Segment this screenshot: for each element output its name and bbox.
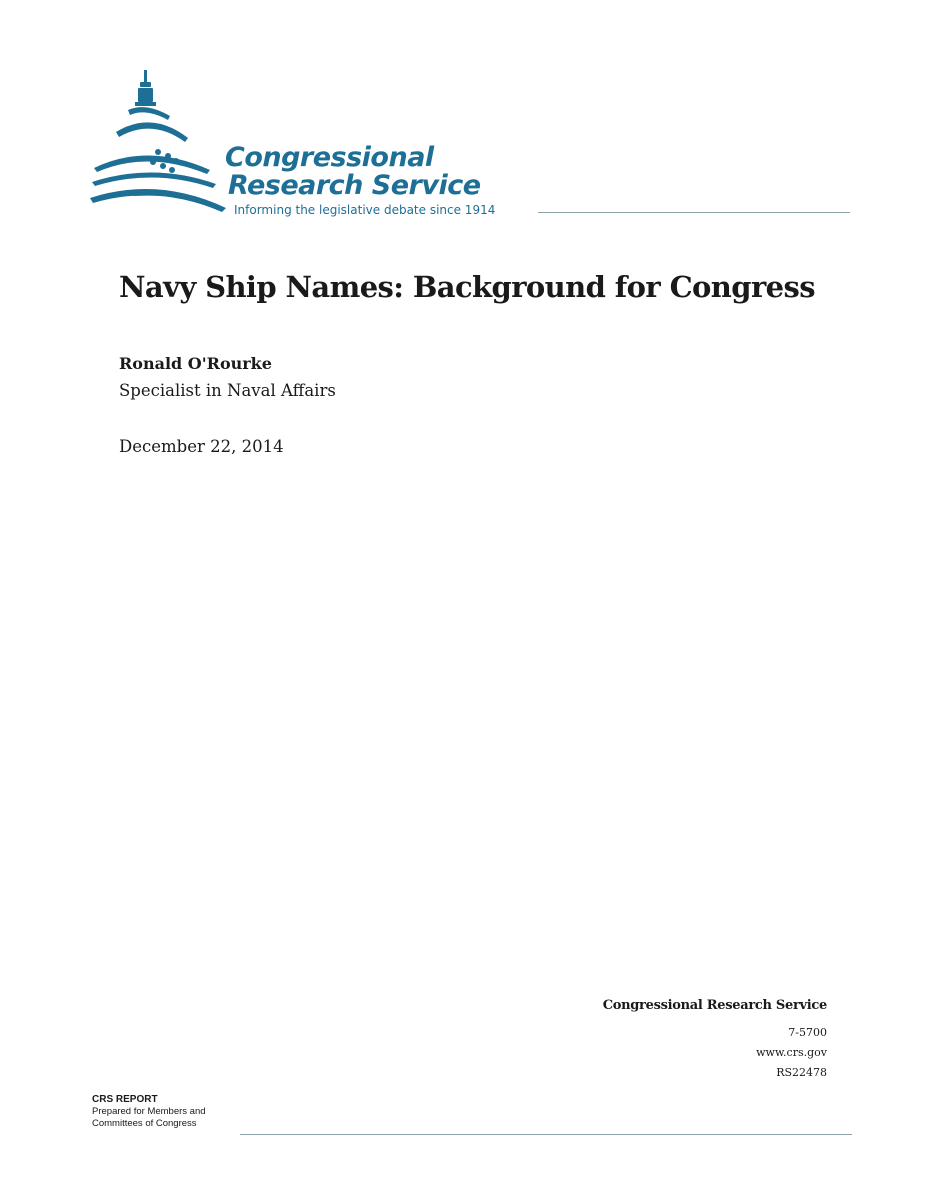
publisher-phone: 7-5700 [788, 1026, 827, 1039]
capitol-dome-logo-icon [88, 66, 233, 218]
author-name: Ronald O'Rourke [119, 354, 272, 373]
footer-crs-report [92, 1094, 206, 1130]
footer-divider [240, 1134, 852, 1135]
report-title: Navy Ship Names: Background for Congress [119, 270, 815, 304]
report-number: RS22478 [776, 1066, 827, 1079]
footer-line2: Committees of Congress [92, 1118, 197, 1129]
brand-tagline: Informing the legislative debate since 1914 [234, 203, 496, 217]
footer-label: CRS REPORT [92, 1094, 158, 1105]
publisher-website: www.crs.gov [756, 1046, 827, 1059]
brand-name-line2: Research Service [228, 170, 481, 201]
footer-line1: Prepared for Members and [92, 1106, 206, 1117]
author-title: Specialist in Naval Affairs [119, 381, 336, 400]
publisher-block [603, 998, 827, 1083]
brand-name-line1: Congressional [225, 142, 434, 173]
publisher-name: Congressional Research Service [602, 998, 827, 1013]
report-date: December 22, 2014 [119, 437, 284, 456]
header-divider [538, 212, 850, 213]
